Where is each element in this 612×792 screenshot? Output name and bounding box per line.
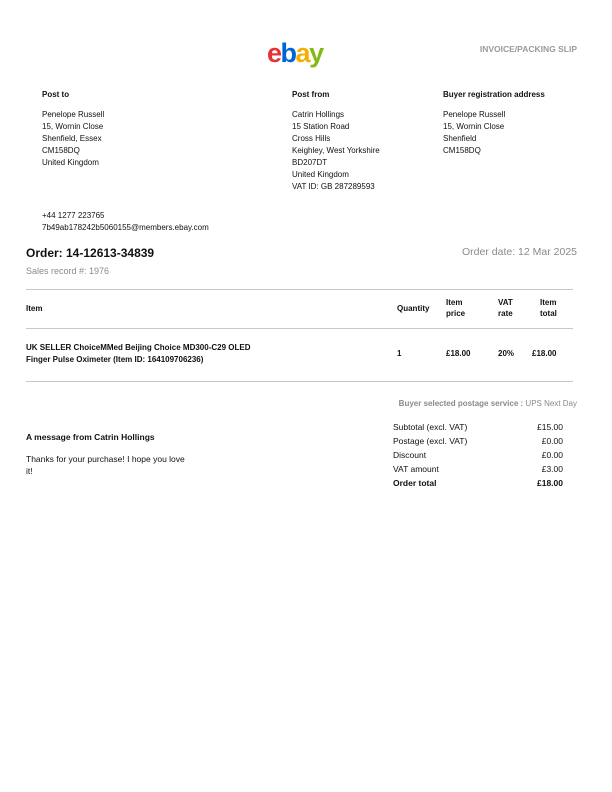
totals-value-postage: £0.00 bbox=[541, 436, 563, 446]
logo-letter-b: b bbox=[280, 38, 296, 68]
item-description-line: UK SELLER ChoiceMMed Beijing Choice MD300-C29 OLED bbox=[26, 343, 251, 352]
totals-label-subtotal: Subtotal (excl. VAT) bbox=[393, 422, 468, 432]
logo-letter-y: y bbox=[309, 38, 323, 68]
address-line: 15 Station Road bbox=[292, 122, 350, 131]
buyer-registration-heading: Buyer registration address bbox=[443, 90, 545, 99]
ebay-logo bbox=[267, 40, 323, 67]
item-quantity: 1 bbox=[397, 349, 402, 358]
col-header-quantity: Quantity bbox=[397, 304, 430, 313]
seller-message-body: Thanks for your purchase! I hope you love it! bbox=[26, 454, 185, 476]
address-line: CM158DQ bbox=[443, 146, 481, 155]
buyer-email: 7b49ab178242b5060155@members.ebay.com bbox=[42, 223, 209, 232]
address-line: Keighley, West Yorkshire bbox=[292, 146, 380, 155]
totals-label-order-total: Order total bbox=[393, 478, 437, 488]
seller-message-heading: A message from Catrin Hollings bbox=[26, 432, 155, 442]
address-line: Penelope Russell bbox=[443, 110, 506, 119]
item-description-line: Finger Pulse Oximeter (Item ID: 164109706236) bbox=[26, 355, 204, 364]
item-price: £18.00 bbox=[446, 349, 471, 358]
address-line: BD207DT bbox=[292, 158, 328, 167]
col-header-text: rate bbox=[498, 309, 513, 318]
buyer-registration-address bbox=[443, 89, 545, 157]
address-line: 15, Wornin Close bbox=[42, 122, 104, 131]
col-header-text: total bbox=[540, 309, 557, 318]
col-header-item: Item bbox=[26, 304, 43, 313]
postage-service bbox=[399, 399, 577, 408]
order-date: Order date: 12 Mar 2025 bbox=[462, 246, 577, 258]
item-vat-rate: 20% bbox=[498, 349, 515, 358]
buyer-phone: +44 1277 223765 bbox=[42, 211, 105, 220]
item-total: £18.00 bbox=[532, 349, 557, 358]
order-number: Order: 14-12613-34839 bbox=[26, 246, 155, 260]
address-line: Catrin Hollings bbox=[292, 110, 345, 119]
address-line: Penelope Russell bbox=[42, 110, 105, 119]
buyer-contact bbox=[42, 210, 209, 234]
col-header-vat-rate bbox=[498, 297, 513, 319]
totals-label-discount: Discount bbox=[393, 450, 427, 460]
totals-value-subtotal: £15.00 bbox=[537, 422, 563, 432]
address-line: 15, Wornin Close bbox=[443, 122, 505, 131]
vat-id: VAT ID: GB 287289593 bbox=[292, 182, 375, 191]
col-header-text: Item bbox=[446, 298, 463, 307]
sales-record: Sales record #: 1976 bbox=[26, 266, 110, 276]
table-row bbox=[26, 342, 250, 366]
table-header-divider bbox=[26, 328, 573, 329]
table-bottom-divider bbox=[26, 381, 573, 382]
totals-value-discount: £0.00 bbox=[541, 450, 563, 460]
post-from-heading: Post from bbox=[292, 90, 330, 99]
logo-letter-e: e bbox=[267, 38, 281, 68]
address-line: Cross Hills bbox=[292, 134, 331, 143]
col-header-item-total bbox=[540, 297, 557, 319]
address-line: Shenfield, Essex bbox=[42, 134, 102, 143]
address-line: United Kingdom bbox=[292, 170, 349, 179]
col-header-text: price bbox=[446, 309, 466, 318]
address-line: CM158DQ bbox=[42, 146, 80, 155]
postage-service-value: UPS Next Day bbox=[525, 399, 577, 408]
totals-value-order-total: £18.00 bbox=[537, 478, 563, 488]
document-title: INVOICE/PACKING SLIP bbox=[479, 44, 577, 54]
post-from-address bbox=[292, 89, 380, 193]
totals-label-postage: Postage (excl. VAT) bbox=[393, 436, 468, 446]
col-header-item-price bbox=[446, 297, 465, 319]
totals-value-vat: £3.00 bbox=[541, 464, 563, 474]
col-header-text: VAT bbox=[498, 298, 513, 307]
address-line: United Kingdom bbox=[42, 158, 99, 167]
table-top-divider bbox=[26, 289, 573, 290]
postage-service-label: Buyer selected postage service : bbox=[398, 399, 524, 408]
address-line: Shenfield bbox=[443, 134, 477, 143]
logo-letter-a: a bbox=[295, 38, 310, 68]
totals-label-vat: VAT amount bbox=[393, 464, 439, 474]
col-header-text: Item bbox=[540, 298, 557, 307]
post-to-heading: Post to bbox=[42, 90, 70, 99]
post-to-address bbox=[42, 89, 104, 169]
